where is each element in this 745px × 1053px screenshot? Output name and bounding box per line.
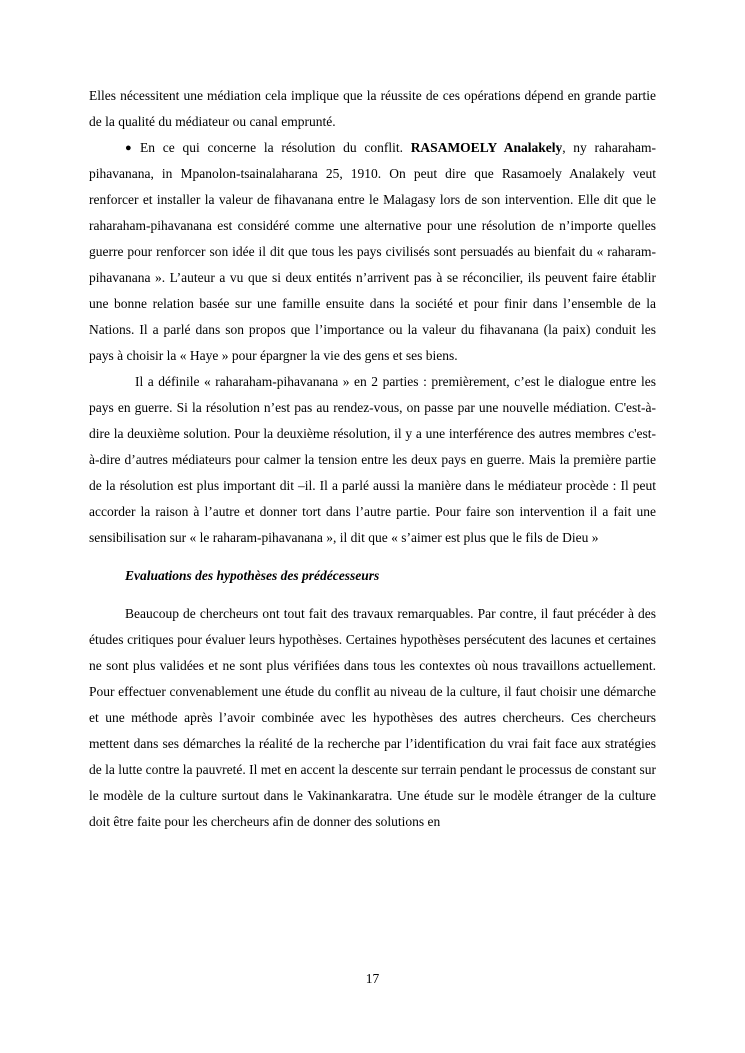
paragraph-mediation: Elles nécessitent une médiation cela implique que la réussite de ces opérations dépend en grande partie de la qualité du médiateur ou canal emprunté.: [89, 88, 656, 129]
paragraph-evaluation: Beaucoup de chercheurs ont tout fait des travaux remarquables. Par contre, il faut précéder à des études critiques pour évaluer leurs hypothèses. Certaines hypothèses persécutent des lacunes et certaines ne sont plus validées et ne sont plus vérifiées dans tous les contextes où nous travaillons actuellement. Pour effectuer convenablement une étude du conflit au niveau de la culture, il faut choisir une démarche et une méthode après l’avoir combinée avec les hypothèses des autres chercheurs. Ces chercheurs mettent dans ses démarches la réalité de la recherche par l’identification du vrai fait face aux stratégies de la lutte contre la pauvreté. Il met en accent la descente sur terrain pendant le processus de constant sur le modèle de la culture surtout dans le Vakinankaratra. Une étude sur le modèle étranger de la culture doit être faite pour les chercheurs afin de donner des solutions en: [89, 606, 656, 829]
document-page: [89, 83, 656, 835]
section-heading: Evaluations des hypothèses des prédécesseurs: [125, 568, 380, 583]
paragraph-definition: Il a définile « raharaham-pihavanana » en 2 parties : premièrement, c’est le dialogue entre les pays en guerre. Si la résolution n’est pas au rendez-vous, on passe par une nouvelle médiation. C'est-à-dire la deuxième solution. Pour la deuxième résolution, il y a une interférence des autres membres c'est-à-dire d’autres médiateurs pour calmer la tension entre les deux pays en guerre. Mais la première partie de la résolution est plus important dit –il. Il a parlé aussi la manière dans le médiateur procède : Il peut accorder la raison à l’autre et donner tort dans l’autre partie. Pour faire son intervention il a fait une sensibilisation sur « le raharam-pihavanana », il dit que « s’aimer est plus que le fils de Dieu »: [89, 374, 656, 545]
paragraph-resolution-conflit: [89, 135, 656, 369]
author-name: RASAMOELY Analakely: [410, 140, 563, 155]
page-number: 17: [365, 971, 380, 986]
paragraph-text-start: En ce qui concerne la résolution du conflit.: [140, 140, 411, 155]
paragraph-text-rest: , ny raharaham-pihavanana, in Mpanolon-tsainalaharana 25, 1910. On peut dire que Rasamoely Analakely veut renforcer et installer la valeur de fihavanana entre le Malagasy lors de son intervention. Elle dit que le raharaham-pihavanana est considéré comme une alternative pour une résolution de n’importe quelles guerre pour renforcer son idée il dit que tous les pays civilisés sont persuadés au bienfait du « raharam-pihavanana ». L’auteur a vu que si deux entités n’arrivent pas à se réconcilier, ils peuvent faire établir une bonne relation basée sur une famille ensuite dans la société et pour finir dans l’ensemble de la Nations. Il a parlé dans son propos que l’importance ou la valeur du fihavanana (la paix) conduit les pays à choisir la « Haye » pour épargner la vie des gens et ses biens.: [89, 140, 656, 363]
bullet-icon: ●: [125, 142, 137, 154]
